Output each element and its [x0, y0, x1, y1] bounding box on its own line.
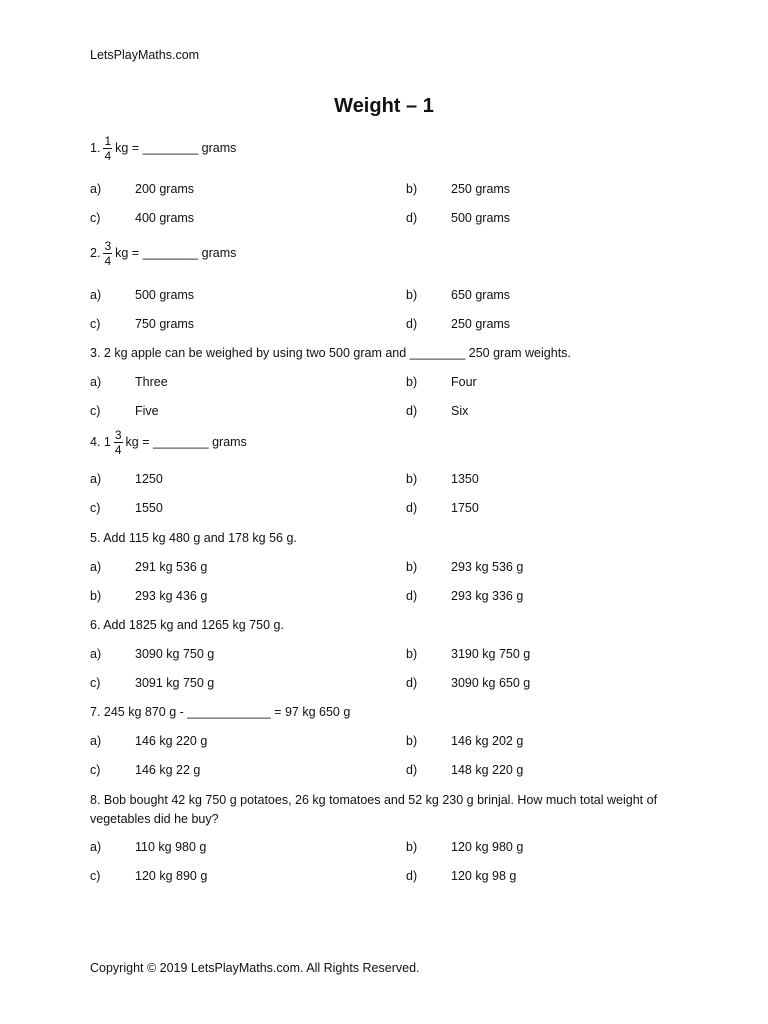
option-label: b) [406, 734, 418, 748]
option-label: d) [406, 676, 418, 690]
fraction-numerator: 3 [114, 428, 122, 442]
option-value: 120 kg 980 g [451, 840, 524, 854]
question-8: 8. Bob bought 42 kg 750 g potatoes, 26 kg tomatoes and 52 kg 230 g brinjal. How much total weight of vegetables did he buy? [90, 793, 658, 826]
question-7: 7. 245 kg 870 g - ____________ = 97 kg 650 g [90, 705, 351, 719]
option-value: 400 grams [135, 211, 195, 225]
fraction [103, 135, 112, 162]
option-value: 110 kg 980 g [135, 840, 207, 854]
option-label: c) [90, 404, 101, 418]
question-6: 6. Add 1825 kg and 1265 kg 750 g. [90, 618, 284, 632]
option-label: a) [90, 375, 102, 389]
option-label: d) [406, 317, 418, 331]
option-label: c) [90, 501, 101, 515]
option-label: d) [406, 501, 418, 515]
option-label: b) [90, 589, 102, 603]
option-label: a) [90, 288, 102, 302]
option-value: 120 kg 98 g [451, 869, 517, 883]
option-value: 293 kg 536 g [451, 560, 524, 574]
option-label: b) [406, 472, 418, 486]
option-label: a) [90, 647, 102, 661]
question-5: 5. Add 115 kg 480 g and 178 kg 56 g. [90, 531, 297, 545]
option-value: 291 kg 536 g [135, 560, 208, 574]
question-1 [90, 135, 236, 162]
option-value: 146 kg 202 g [451, 734, 524, 748]
option-value: 3091 kg 750 g [135, 676, 215, 690]
option-value: 500 grams [135, 288, 195, 302]
site-header: LetsPlayMaths.com [90, 48, 200, 62]
copyright-footer: Copyright © 2019 LetsPlayMaths.com. All Rights Reserved. [90, 961, 420, 975]
option-value: 1550 [135, 501, 163, 515]
fraction-denominator: 4 [114, 443, 122, 457]
option-label: a) [90, 560, 102, 574]
option-label: b) [406, 375, 418, 389]
option-value: Six [451, 404, 469, 418]
option-label: d) [406, 763, 418, 777]
option-value: Four [451, 375, 477, 389]
option-label: b) [406, 647, 418, 661]
option-label: b) [406, 840, 418, 854]
option-value: 120 kg 890 g [135, 869, 208, 883]
fraction-denominator: 4 [104, 149, 112, 163]
option-label: c) [90, 317, 101, 331]
option-value: Five [135, 404, 159, 418]
option-value: 500 grams [451, 211, 511, 225]
option-value: Three [135, 375, 168, 389]
option-value: 146 kg 220 g [135, 734, 208, 748]
fraction-denominator: 4 [104, 254, 112, 268]
option-label: b) [406, 182, 418, 196]
option-label: d) [406, 869, 418, 883]
option-value: 1350 [451, 472, 479, 486]
option-value: 148 kg 220 g [451, 763, 524, 777]
question-text: kg = ________ grams [115, 245, 237, 260]
option-label: b) [406, 288, 418, 302]
option-label: c) [90, 676, 101, 690]
fraction-numerator: 1 [104, 134, 112, 148]
option-value: 3090 kg 650 g [451, 676, 531, 690]
option-label: a) [90, 840, 102, 854]
fraction [114, 429, 123, 456]
option-value: 250 grams [451, 182, 511, 196]
question-number: 2. [90, 245, 101, 260]
option-value: 750 grams [135, 317, 195, 331]
fraction [103, 240, 112, 267]
page-title: Weight – 1 [334, 95, 434, 117]
option-label: b) [406, 560, 418, 574]
option-label: a) [90, 472, 102, 486]
option-value: 3190 kg 750 g [451, 647, 531, 661]
question-2 [90, 240, 236, 267]
option-value: 293 kg 336 g [451, 589, 524, 603]
option-value: 3090 kg 750 g [135, 647, 215, 661]
option-label: d) [406, 404, 418, 418]
question-number: 1. [90, 140, 101, 155]
option-value: 146 kg 22 g [135, 763, 201, 777]
option-value: 293 kg 436 g [135, 589, 208, 603]
option-label: c) [90, 211, 101, 225]
question-3: 3. 2 kg apple can be weighed by using two 500 gram and ________ 250 gram weights. [90, 346, 571, 360]
question-text: kg = ________ grams [115, 140, 237, 155]
option-value: 1250 [135, 472, 163, 486]
option-label: a) [90, 734, 102, 748]
option-label: c) [90, 763, 101, 777]
fraction-numerator: 3 [104, 239, 112, 253]
option-label: d) [406, 589, 418, 603]
option-label: a) [90, 182, 102, 196]
option-value: 650 grams [451, 288, 511, 302]
question-number: 4. 1 [90, 434, 111, 449]
option-value: 1750 [451, 501, 479, 515]
option-value: 200 grams [135, 182, 195, 196]
question-4 [90, 429, 247, 456]
question-text: kg = ________ grams [125, 434, 247, 449]
option-label: d) [406, 211, 418, 225]
option-value: 250 grams [451, 317, 511, 331]
option-label: c) [90, 869, 101, 883]
